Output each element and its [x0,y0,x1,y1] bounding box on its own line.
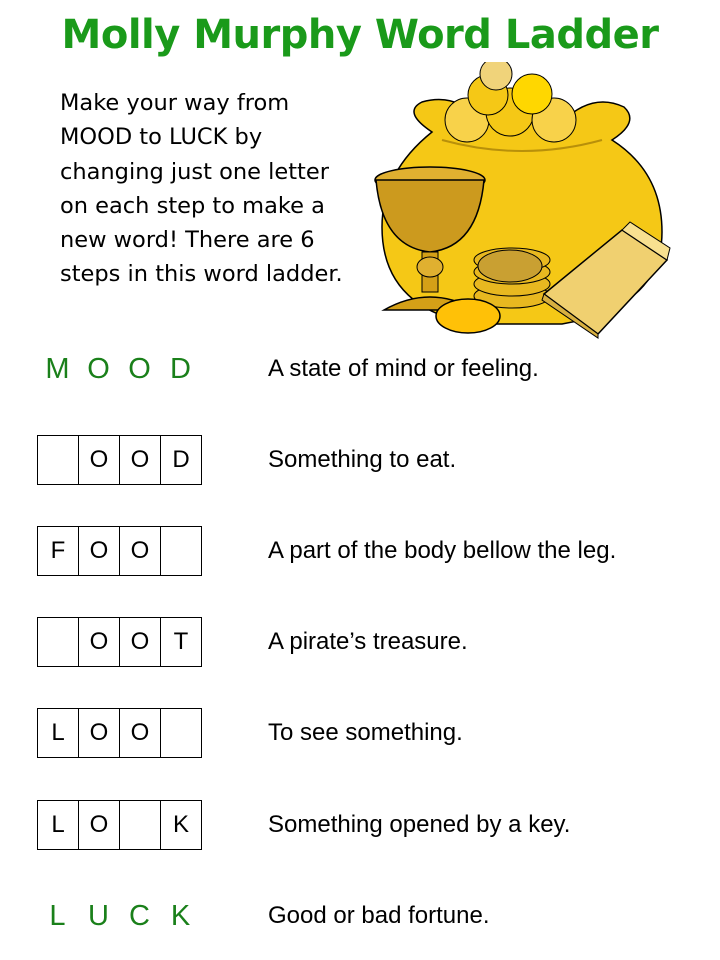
letter-box[interactable] [38,618,79,666]
letter-boxes [37,708,202,758]
step-clue: A part of the body bellow the leg. [268,537,617,564]
letter-box[interactable] [38,436,79,484]
step-clue: Something to eat. [268,446,457,473]
letter-box[interactable]: O [120,436,161,484]
letter-box[interactable]: T [161,618,201,666]
page-title: Molly Murphy Word Ladder [61,12,659,58]
ladder-step-row [0,795,720,855]
pot-of-gold-icon [362,62,682,352]
start-letter: O [128,353,151,385]
ladder-start-row [0,339,720,399]
letter-box[interactable]: O [120,709,161,757]
letter-box[interactable] [120,801,161,849]
end-letter: L [49,900,66,932]
end-clue: Good or bad fortune. [268,902,490,929]
letter-box[interactable] [161,709,201,757]
letter-box[interactable]: L [38,709,79,757]
letter-boxes [37,435,202,485]
ladder-step-row [0,521,720,581]
letter-box[interactable]: O [79,801,120,849]
letter-boxes [37,526,202,576]
ladder-end-row [0,886,720,946]
letter-box[interactable]: F [38,527,79,575]
letter-box[interactable]: O [120,618,161,666]
start-clue: A state of mind or feeling. [268,355,539,382]
letter-box[interactable]: L [38,801,79,849]
step-clue: To see something. [268,719,463,746]
letter-box[interactable]: O [79,618,120,666]
end-word [37,886,201,946]
start-letter: D [170,353,191,385]
end-letter: U [88,900,109,932]
start-letter: M [45,353,70,385]
step-clue: Something opened by a key. [268,811,571,838]
letter-box[interactable]: O [79,436,120,484]
letter-box[interactable]: O [79,709,120,757]
letter-box[interactable]: O [120,527,161,575]
start-letter: O [87,353,110,385]
letter-box[interactable]: D [161,436,201,484]
ladder-step-row [0,430,720,490]
letter-box[interactable]: O [79,527,120,575]
end-letter: K [170,900,191,932]
letter-boxes [37,617,202,667]
instructions-text: Make your way from MOOD to LUCK by changing just one letter on each step to make a new word! There are 6 steps in this word ladder. [60,90,343,288]
letter-boxes [37,800,202,850]
letter-box[interactable]: K [161,801,201,849]
start-word [37,339,201,399]
end-letter: C [129,900,150,932]
ladder-step-row [0,703,720,763]
ladder-step-row [0,612,720,672]
letter-box[interactable] [161,527,201,575]
step-clue: A pirate’s treasure. [268,628,468,655]
